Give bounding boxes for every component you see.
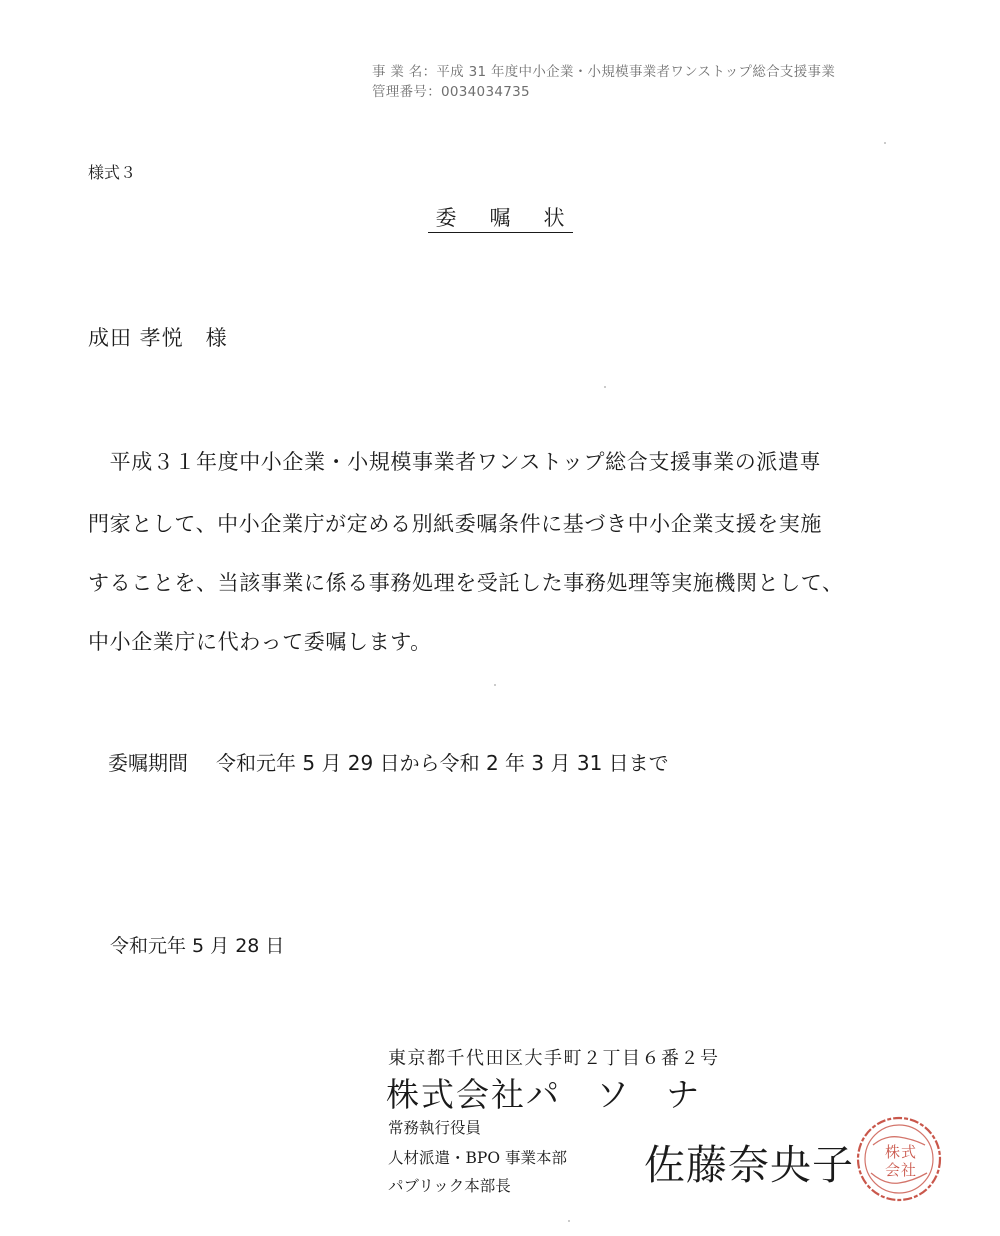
form-number: 様式３ xyxy=(88,163,137,182)
body-line-2: 門家として、中小企業庁が定める別紙委嘱条件に基づき中小企業支援を実施 xyxy=(88,512,822,536)
body-line-3: することを、当該事業に係る事務処理を受託した事務処理等実施機関として、 xyxy=(88,571,844,595)
control-number: 管理番号：0034034735 xyxy=(372,84,530,100)
scan-speck xyxy=(568,1220,570,1222)
scan-speck xyxy=(604,386,606,388)
period-value: 令和元年 5 月 29 日から令和 2 年 3 月 31 日まで xyxy=(216,751,669,775)
issue-date: 令和元年 5 月 28 日 xyxy=(110,935,285,957)
scan-speck xyxy=(494,684,496,686)
issuer-title-1: 常務執行役員 xyxy=(388,1119,482,1137)
project-name: 事 業 名：平成 31 年度中小企業・小規模事業者ワンストップ総合支援事業 xyxy=(372,64,836,80)
issuer-company: 株式会社パ ソ ナ xyxy=(386,1075,701,1114)
recipient-name: 成田 孝悦 様 xyxy=(88,326,228,350)
scan-speck xyxy=(884,142,886,144)
period-label: 委嘱期間 xyxy=(108,751,188,775)
seal-glyph: 会 xyxy=(885,1161,901,1179)
issuer-address: 東京都千代田区大手町２丁目６番２号 xyxy=(388,1048,720,1069)
company-seal-icon xyxy=(855,1115,943,1203)
issuer-title-3: パブリック本部長 xyxy=(388,1177,511,1195)
seal-glyph: 株 xyxy=(885,1143,901,1161)
header-stamp xyxy=(372,62,835,102)
issuer-name: 佐藤奈央子 xyxy=(644,1141,854,1189)
seal-glyph: 社 xyxy=(901,1161,917,1179)
issuer-title-2: 人材派遣・BPO 事業本部 xyxy=(388,1149,567,1167)
body-line-1: 平成３１年度中小企業・小規模事業者ワンストップ総合支援事業の派遣専 xyxy=(88,450,822,474)
document-title xyxy=(0,202,1000,232)
seal-glyph: 式 xyxy=(901,1143,917,1161)
commission-period xyxy=(108,747,669,776)
document-title-text: 委 嘱 状 xyxy=(428,206,573,233)
body-line-4: 中小企業庁に代わって委嘱します。 xyxy=(88,630,432,654)
